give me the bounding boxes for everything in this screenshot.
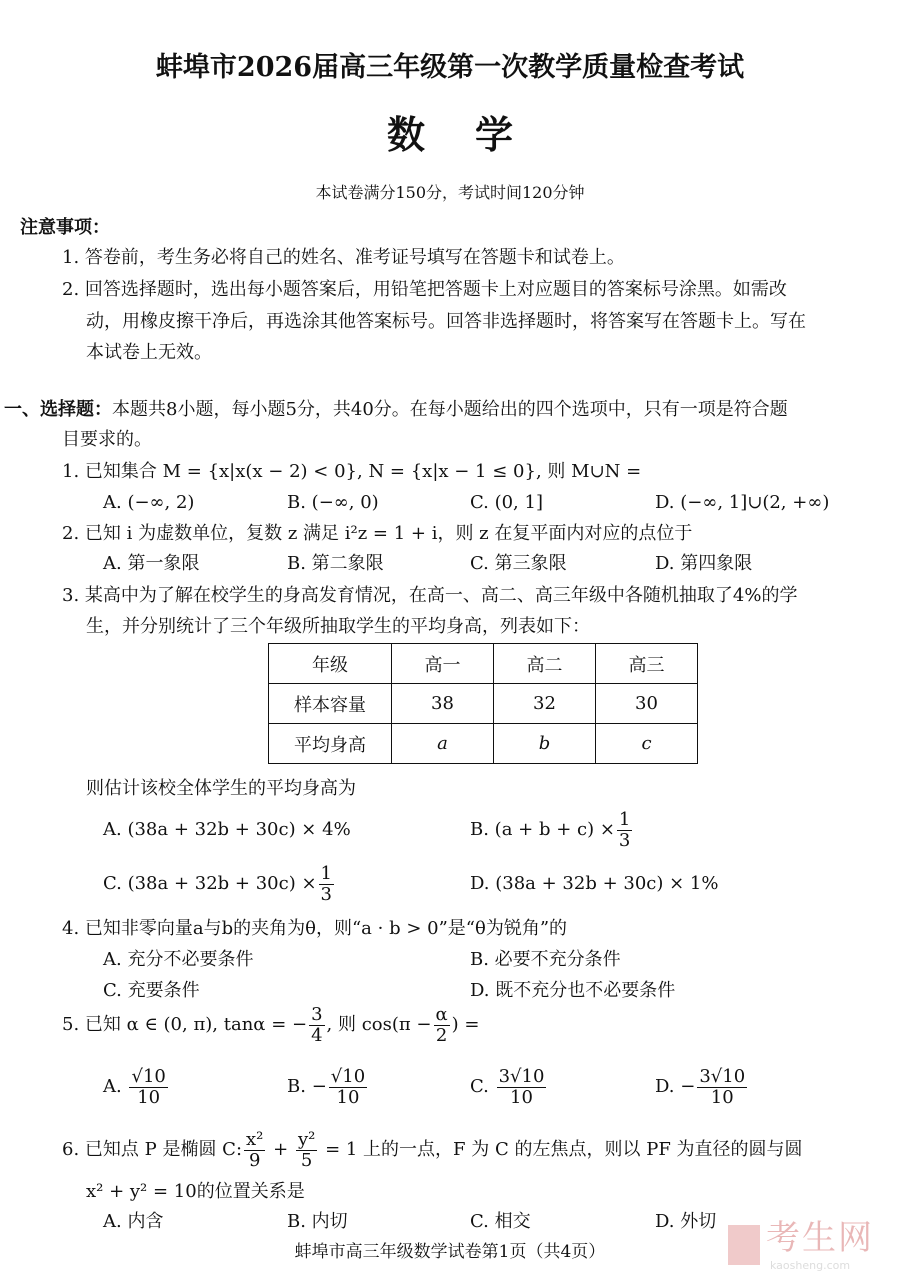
q3-option-c: C. (38a + 32b + 30c) × $\frac{1}{3}$ [103,862,332,905]
q1-option-b: B. (−∞, 0) [287,492,379,513]
q4-option-c: C. 充要条件 [103,980,200,1001]
notice-item: 本试卷上无效。 [86,342,212,363]
q6-option-b: B. 内切 [287,1211,348,1232]
notice-item: 1. 答卷前，考生务必将自己的姓名、准考证号填写在答题卡和试卷上。 [62,247,625,268]
subject-title: 数学 [386,112,563,157]
q2-option-d: D. 第四象限 [655,553,753,574]
table-cell: 38 [392,684,494,724]
q5-option-b: B. − $\frac{√10}{10}$ [287,1065,366,1108]
q2-stem: 2. 已知 i 为虚数单位，复数 z 满足 i²z = 1 + i，则 z 在复平面内对应的点位于 [62,523,693,544]
table-header: 高二 [494,644,596,684]
table-row [269,684,698,724]
q2-option-a: A. 第一象限 [103,553,200,574]
q3-option-a: A. (38a + 32b + 30c) × 4% [103,819,351,840]
q2-option-c: C. 第三象限 [470,553,567,574]
table-cell: 样本容量 [269,684,392,724]
q6-option-a: A. 内含 [103,1211,164,1232]
table-cell: a [392,724,494,764]
table-cell: 平均身高 [269,724,392,764]
q1-stem: 1. 已知集合 M = {x|x(x − 2) < 0}, N = {x|x − 1 ≤ 0}, 则 M∪N = [62,461,642,482]
exam-title: 蚌埠市2026届高三年级第一次教学质量检查考试 [155,52,745,83]
q6-stem: 6. 已知点 P 是椭圆 C: $\frac{\text{x²}}{9}$ + $\frac{\text{y²}}{5}$ = 1 上的一点，F 为 C 的左焦点，则以 PF 为直径的圆与圆 [62,1128,803,1171]
section-heading: 一、选择题：本题共8小题，每小题5分，共40分。在每小题给出的四个选项中，只有一项是符合题 [4,399,788,420]
q3-table [268,643,698,764]
q5-option-c: C. $\frac{3√10}{10}$ [470,1065,545,1108]
q6-option-c: C. 相交 [470,1211,531,1232]
exam-subtitle: 本试卷满分150分，考试时间120分钟 [315,183,585,202]
table-header: 高一 [392,644,494,684]
page-footer: 蚌埠市高三年级数学试卷第1页（共4页） [294,1242,606,1262]
table-header-row [269,644,698,684]
q3-option-d: D. (38a + 32b + 30c) × 1% [470,873,719,894]
notice-item: 2. 回答选择题时，选出每小题答案后，用铅笔把答题卡上对应题目的答案标号涂黑。如需改 [62,279,787,300]
q4-stem: 4. 已知非零向量a与b的夹角为θ，则“a · b > 0”是“θ为锐角”的 [62,918,568,939]
q5-stem: 5. 已知 α ∈ (0, π), tanα = − $\frac{3}{4}$ , 则 cos(π − $\frac{\alpha}{2}$ ) = [62,1003,480,1046]
table-row [269,724,698,764]
q6-option-d: D. 外切 [655,1211,717,1232]
table-cell: 30 [596,684,698,724]
table-cell: b [494,724,596,764]
section-heading-cont: 目要求的。 [62,429,152,450]
q4-option-d: D. 既不充分也不必要条件 [470,980,676,1001]
q3-option-b: B. (a + b + c) × $\frac{1}{3}$ [470,808,631,851]
q3-stem: 3. 某高中为了解在校学生的身高发育情况，在高一、高二、高三年级中各随机抽取了4%的学 [62,585,798,606]
q4-option-b: B. 必要不充分条件 [470,949,621,970]
table-cell: c [596,724,698,764]
q3-stem-question: 则估计该校全体学生的平均身高为 [86,778,356,799]
q5-option-a: A. $\frac{√10}{10}$ [103,1065,166,1108]
notice-item: 动，用橡皮擦干净后，再选涂其他答案标号。回答非选择题时，将答案写在答题卡上。写在 [86,311,806,332]
table-header: 年级 [269,644,392,684]
watermark-logo: 考生网 kaosheng.com [728,1210,874,1272]
table-header: 高三 [596,644,698,684]
q1-option-a: A. (−∞, 2) [103,492,195,513]
q1-option-c: C. (0, 1] [470,492,543,513]
notice-heading: 注意事项： [20,217,110,238]
q4-option-a: A. 充分不必要条件 [103,949,254,970]
q3-stem-cont: 生，并分别统计了三个年级所抽取学生的平均身高，列表如下： [86,616,590,637]
q6-stem-cont: x² + y² = 10的位置关系是 [86,1181,305,1202]
q1-option-d: D. (−∞, 1]∪(2, +∞) [655,492,830,513]
q5-option-d: D. − $\frac{3√10}{10}$ [655,1065,746,1108]
table-cell: 32 [494,684,596,724]
q2-option-b: B. 第二象限 [287,553,384,574]
